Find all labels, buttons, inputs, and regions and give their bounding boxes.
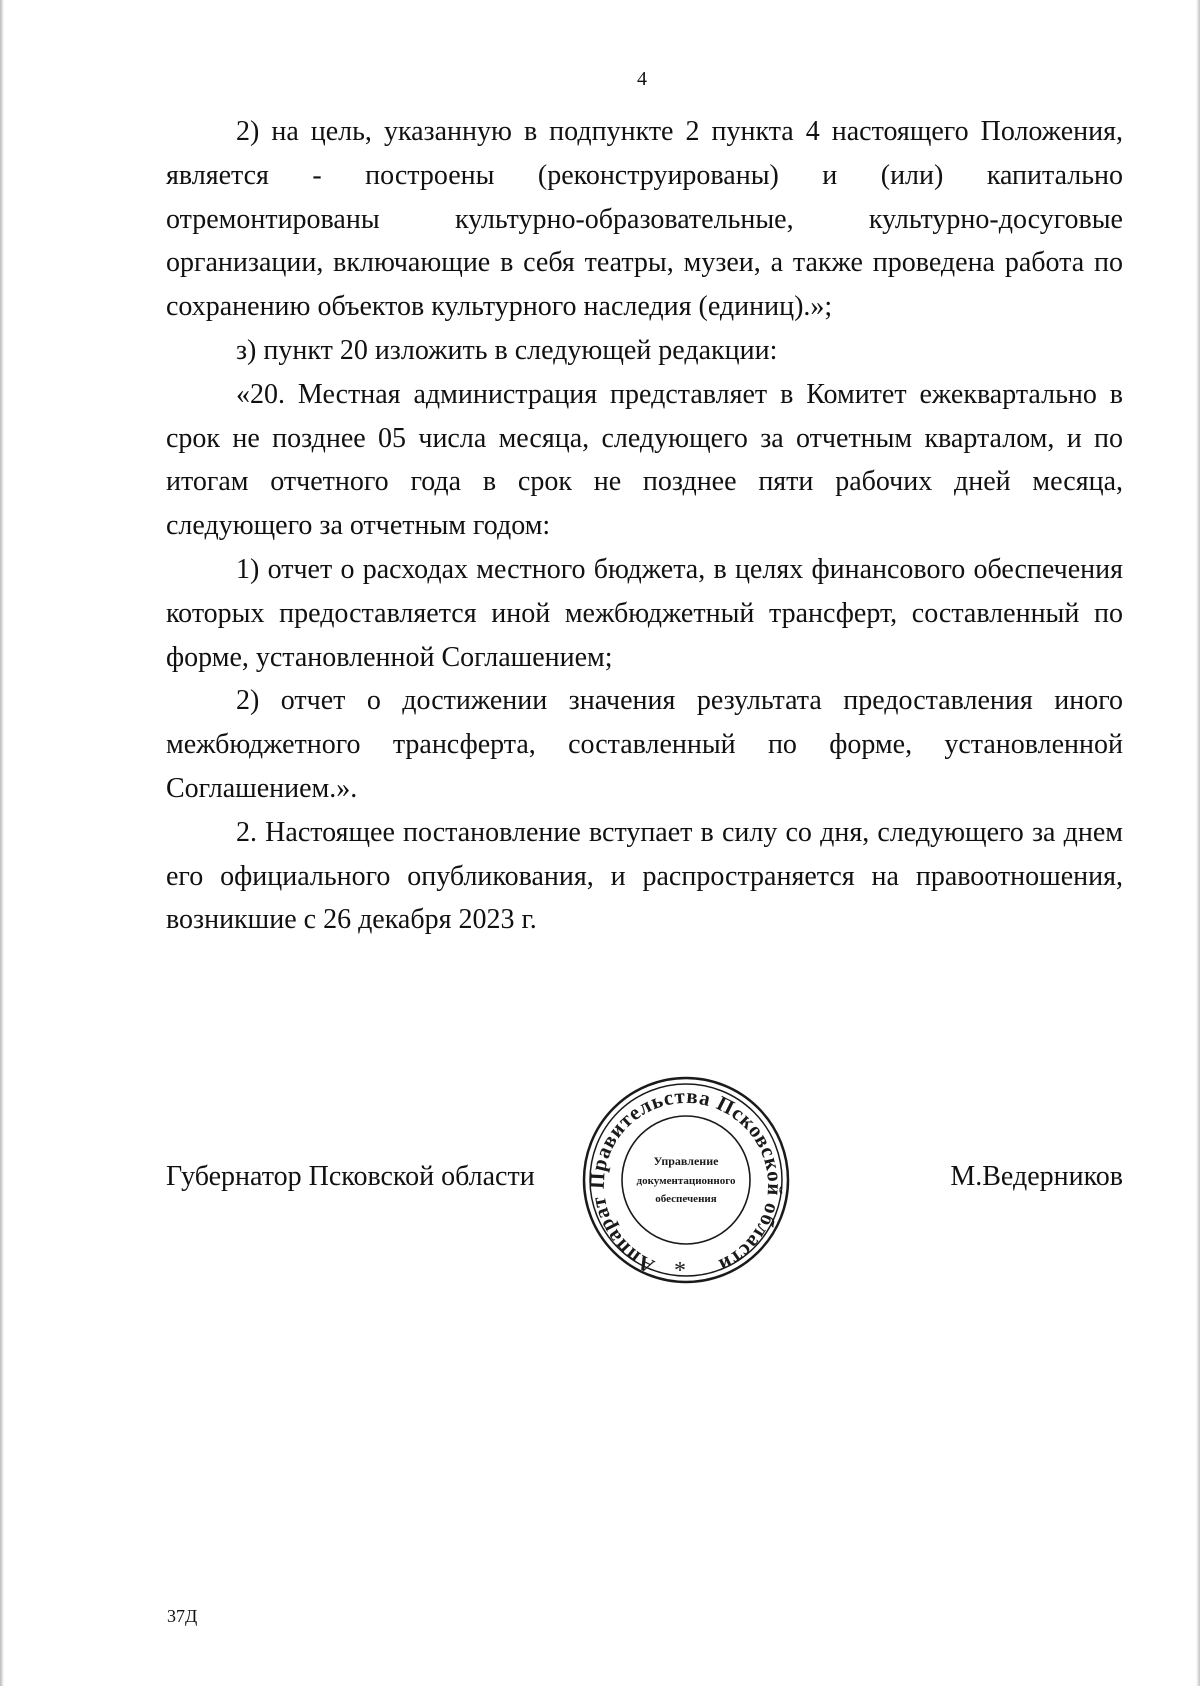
official-seal [576,1075,796,1285]
paragraph-point-20: «20. Местная администрация представляет в Комитет ежеквартально в срок не позднее 05 числа месяца, следующего за отчетным кварталом, и по итогам отчетного года в срок не позднее пяти рабочих дней месяца, следующего за отчетным годом: [166,378,1123,542]
document-code: 37Д [167,1606,198,1626]
page-number: 4 [637,68,647,90]
paragraph-report-results: 2) отчет о достижении значения результата предоставления иного межбюджетного трансферта, составленный по форме, установленной Соглашением.». [166,685,1123,804]
scan-edge-left [0,0,4,1686]
signer-name: М.Ведерников [950,1161,1123,1192]
seal-star-icon: * [674,1258,686,1284]
paragraph-report-expenses: 1) отчет о расходах местного бюджета, в целях финансового обеспечения которых предоставляется иной межбюджетный трансферт, составленный по форме, установленной Соглашением; [166,553,1123,673]
seal-center-line-2: документационного [636,1175,736,1187]
paragraph-goal-item-2: 2) на цель, указанную в подпункте 2 пункта 4 настоящего Положения, является - построены (реконструированы) и (или) капитально отремонтированы культурно-образовательные, культурно-досуговые организации, включающие в себя театры, музеи, а также проведена работа по сохранению объектов культурного наследия (единиц).»; [166,116,1123,323]
document-body [166,110,1123,942]
seal-center-line-3: обеспечения [655,1193,717,1205]
paragraph-amendment-z: з) пункт 20 изложить в следующей редакции: [236,334,778,366]
signature-block [166,1075,1123,1285]
signer-title: Губернатор Псковской области [166,1161,535,1192]
seal-center-line-1: Управление [653,1154,719,1168]
seal-ring-text: Аппарат Правительства Псковской области [584,1083,788,1279]
paragraph-effective-date: 2. Настоящее постановление вступает в силу со дня, следующего за днем его официального опубликования, и распространяется на правоотношения, возникшие с 26 декабря 2023 г. [166,816,1123,936]
scan-edge-right [1196,0,1200,1686]
